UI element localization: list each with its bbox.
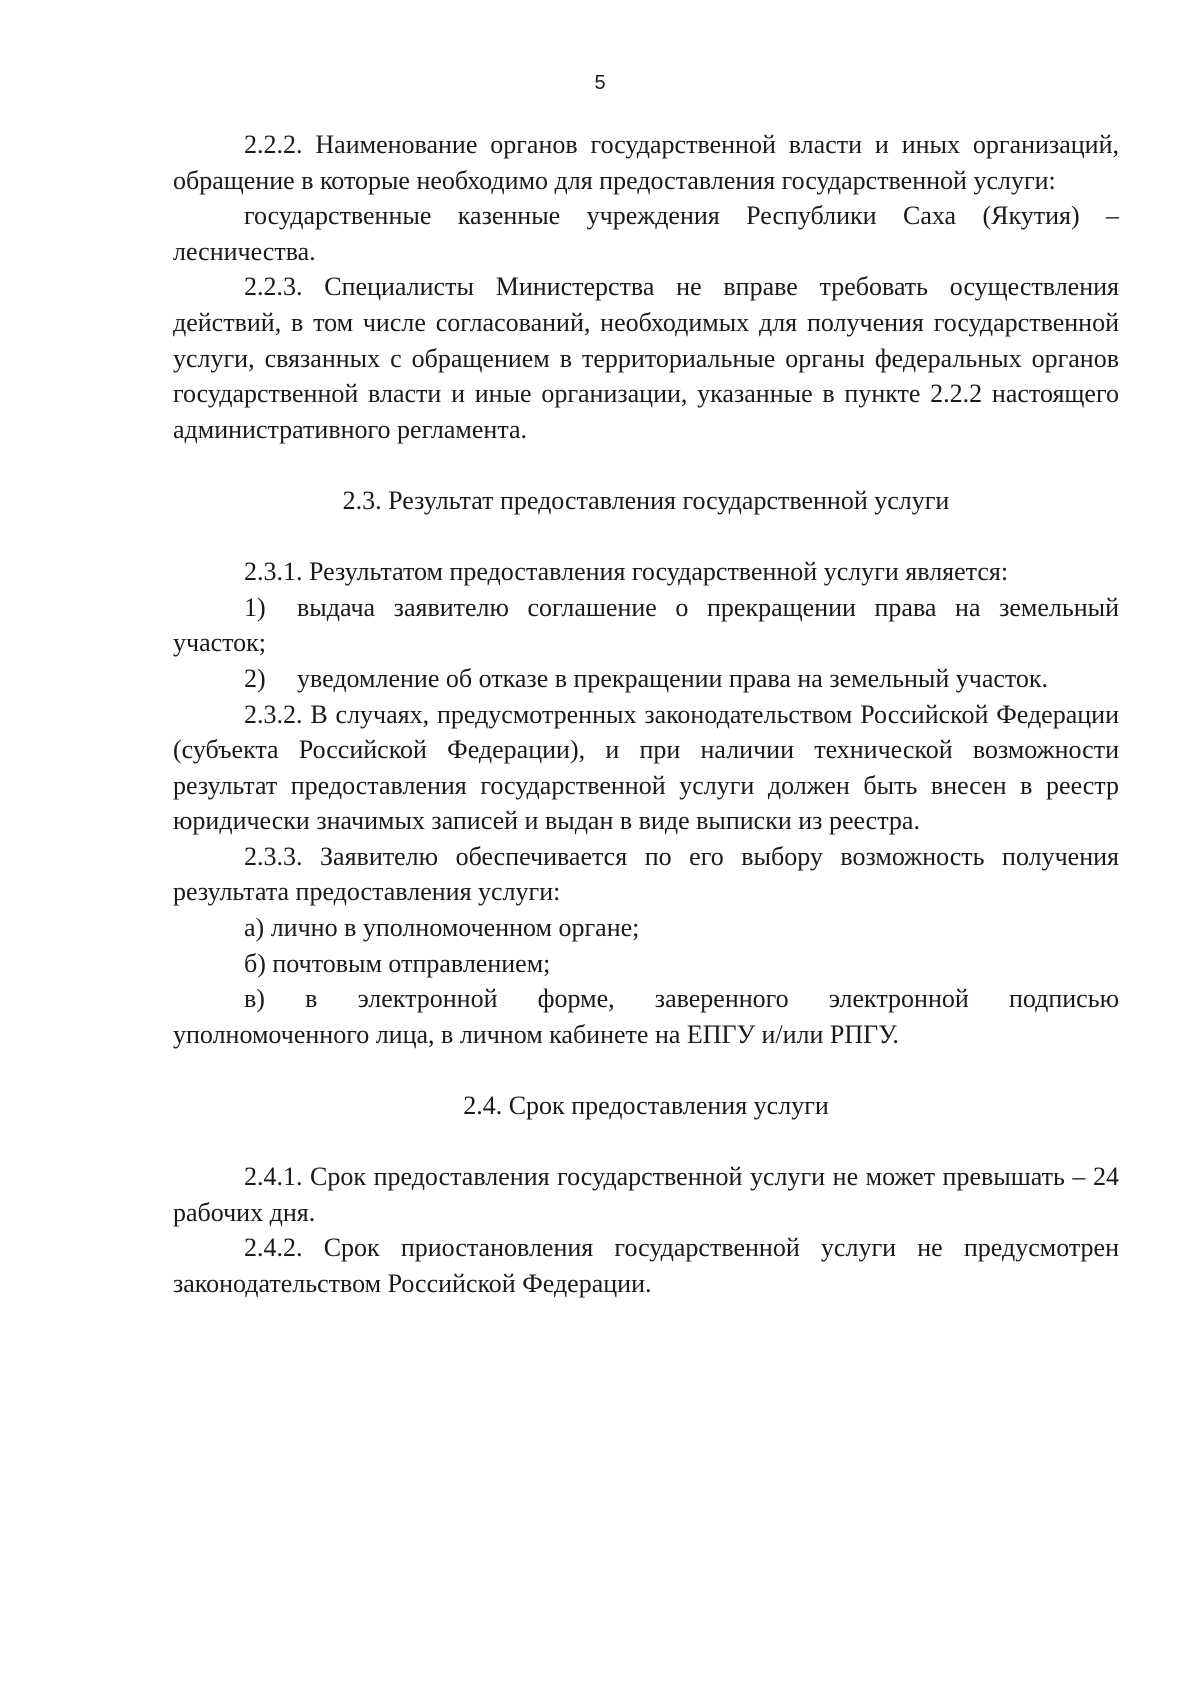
- list-text: выдача заявителю соглашение о прекращении права на земельный участок;: [173, 592, 1119, 658]
- paragraph-2-2-3: 2.2.3. Специалисты Министерства не вправе требовать осуществления действий, в том числе согласований, необходимых для получения государственной услуги, связанных с обращением в территориальные органы федеральных органов государственной власти и иные организации, указанные в пункте 2.2.2 настоящего административного регламента.: [173, 272, 1119, 444]
- page-number: 5: [594, 72, 606, 94]
- spacer: [173, 1124, 1119, 1160]
- result-item-1: [173, 590, 1119, 661]
- section-title-2-4: 2.4. Срок предоставления услуги: [463, 1091, 829, 1121]
- list-number: 1): [244, 592, 266, 622]
- paragraph-2-3-1: 2.3.1. Результатом предоставления государственной услуги является:: [244, 557, 1009, 587]
- document-body: [173, 127, 1119, 1302]
- spacer: [173, 519, 1119, 555]
- paragraph-2-3-3-b: б) почтовым отправлением;: [244, 948, 551, 978]
- result-item-2: [173, 661, 1119, 697]
- paragraph-2-3-3: 2.3.3. Заявителю обеспечивается по его выбору возможность получения результата предоставления услуги:: [173, 841, 1119, 907]
- paragraph-2-4-2: 2.4.2. Срок приостановления государственной услуги не предусмотрен законодательством Российской Федерации.: [173, 1233, 1119, 1298]
- paragraph-2-3-3-a: а) лично в уполномоченном органе;: [244, 913, 640, 943]
- list-text: уведомление об отказе в прекращении права на земельный участок.: [297, 663, 1049, 693]
- paragraph-2-2-2-organizations: государственные казенные учреждения Республики Саха (Якутия) – лесничества.: [173, 201, 1119, 266]
- spacer: [173, 1052, 1119, 1088]
- paragraph-2-2-2: 2.2.2. Наименование органов государственной власти и иных организаций, обращение в которые необходимо для предоставления государственной услуги:: [173, 130, 1119, 195]
- section-title-2-3: 2.3. Результат предоставления государственной услуги: [342, 485, 950, 515]
- paragraph-2-3-3-c: в) в электронной форме, заверенного электронной подписью уполномоченного лица, в личном кабинете на ЕПГУ и/или РПГУ.: [173, 984, 1119, 1049]
- spacer: [173, 447, 1119, 483]
- paragraph-2-4-1: 2.4.1. Срок предоставления государственной услуги не может превышать – 24 рабочих дня.: [173, 1162, 1119, 1227]
- paragraph-2-3-2: 2.3.2. В случаях, предусмотренных законодательством Российской Федерации (субъекта Российской Федерации), и при наличии технической возможности результат предоставления государственной услуги должен быть внесен в реестр юридически значимых записей и выдан в виде выписки из реестра.: [173, 699, 1119, 836]
- list-number: 2): [244, 663, 266, 693]
